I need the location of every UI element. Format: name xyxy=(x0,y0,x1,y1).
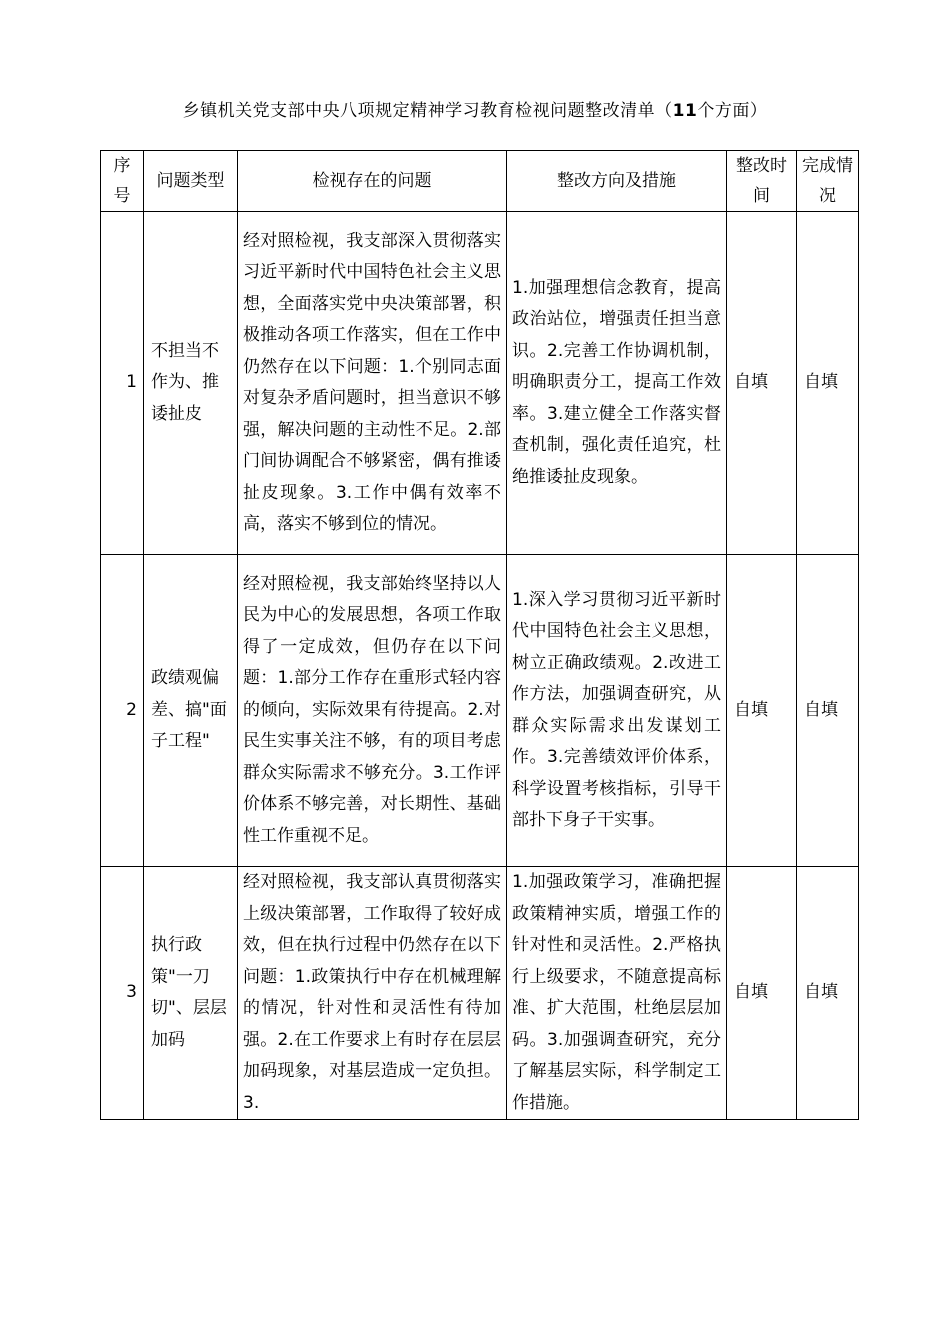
row-type: 不担当不作为、推诿扯皮 xyxy=(144,212,238,555)
row-problem: 经对照检视，我支部深入贯彻落实习近平新时代中国特色社会主义思想，全面落实党中央决策部署，积极推动各项工作落实，但在工作中仍然存在以下问题：1.个别同志面对复杂矛盾问题时，担当意识不够强，解决问题的主动性不足。2.部门间协调配合不够紧密，偶有推诿扯皮现象。3.工作中偶有效率不高，落实不够到位的情况。 xyxy=(238,212,507,555)
header-status: 完成情况 xyxy=(797,151,859,212)
row-type: 执行政策"一刀切"、层层加码 xyxy=(144,867,238,1120)
row-time: 自填 xyxy=(727,867,797,1120)
row-seq: 3 xyxy=(101,867,144,1120)
title-prefix: 乡镇机关党支部中央八项规定精神学习教育检视问题整改清单（ xyxy=(182,101,673,121)
row-status: 自填 xyxy=(797,555,859,867)
header-time: 整改时间 xyxy=(727,151,797,212)
row-problem: 经对照检视，我支部认真贯彻落实上级决策部署，工作取得了较好成效，但在执行过程中仍然存在以下问题：1.政策执行中存在机械理解的情况，针对性和灵活性有待加强。2.在工作要求上有时存在层层加码现象，对基层造成一定负担。3. xyxy=(238,867,507,1120)
title-number: 11 xyxy=(672,101,698,121)
header-seq: 序号 xyxy=(101,151,144,212)
row-status: 自填 xyxy=(797,212,859,555)
row-type: 政绩观偏差、搞"面子工程" xyxy=(144,555,238,867)
document-title xyxy=(0,98,950,124)
table-row xyxy=(101,555,859,867)
table-row xyxy=(101,212,859,555)
row-problem: 经对照检视，我支部始终坚持以人民为中心的发展思想，各项工作取得了一定成效，但仍存在以下问题：1.部分工作存在重形式轻内容的倾向，实际效果有待提高。2.对民生实事关注不够，有的项目考虑群众实际需求不够充分。3.工作评价体系不够完善，对长期性、基础性工作重视不足。 xyxy=(238,555,507,867)
row-status: 自填 xyxy=(797,867,859,1120)
table-row xyxy=(101,867,859,1120)
header-type: 问题类型 xyxy=(144,151,238,212)
header-problem: 检视存在的问题 xyxy=(238,151,507,212)
title-suffix: 个方面） xyxy=(697,101,768,121)
row-time: 自填 xyxy=(727,555,797,867)
row-seq: 1 xyxy=(101,212,144,555)
row-measure: 1.加强理想信念教育，提高政治站位，增强责任担当意识。2.完善工作协调机制，明确职责分工，提高工作效率。3.建立健全工作落实督查机制，强化责任追究，杜绝推诿扯皮现象。 xyxy=(507,212,727,555)
header-measure: 整改方向及措施 xyxy=(507,151,727,212)
table-header-row xyxy=(101,151,859,212)
row-time: 自填 xyxy=(727,212,797,555)
rectification-table xyxy=(100,150,859,1120)
row-seq: 2 xyxy=(101,555,144,867)
row-measure: 1.深入学习贯彻习近平新时代中国特色社会主义思想，树立正确政绩观。2.改进工作方法，加强调查研究，从群众实际需求出发谋划工作。3.完善绩效评价体系，科学设置考核指标，引导干部扑下身子干实事。 xyxy=(507,555,727,867)
row-measure: 1.加强政策学习，准确把握政策精神实质，增强工作的针对性和灵活性。2.严格执行上级要求，不随意提高标准、扩大范围，杜绝层层加码。3.加强调查研究，充分了解基层实际，科学制定工作措施。 xyxy=(507,867,727,1120)
